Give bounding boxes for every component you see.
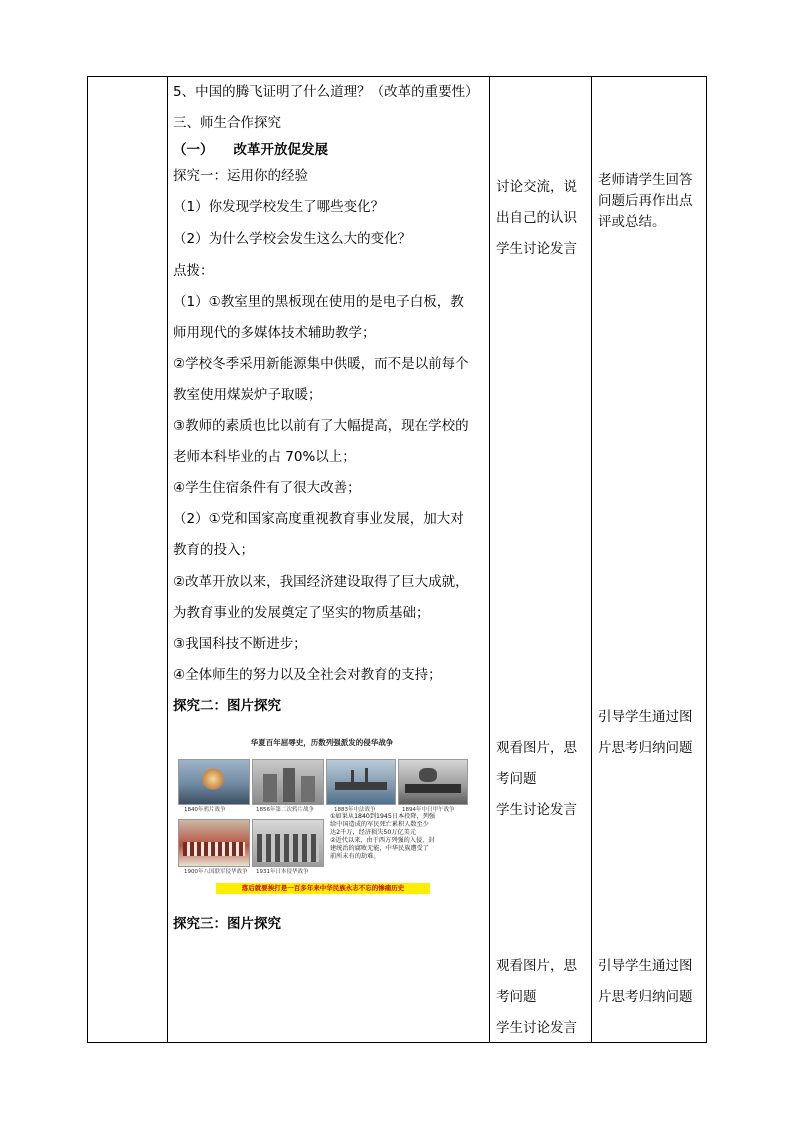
answer-3-line-1: ③教师的素质也比以前有了大幅提高，现在学校的 xyxy=(173,418,469,434)
collage-header: 华夏百年屈辱史，历数列强派发的侵华战争 xyxy=(250,738,394,747)
teacher-activity-1-line-2: 问题后再作出点 xyxy=(598,193,693,209)
explore-one-question-2: （2）为什么学校会发生这么大的变化？ xyxy=(173,231,412,247)
answer-1-line-2: 师用现代的多媒体技术辅助教学； xyxy=(173,325,376,341)
collage-notes xyxy=(330,813,464,861)
reason-3: ③我国科技不断进步； xyxy=(173,636,307,652)
collage-note-line: 达2千万，经济损失50万亿美元 xyxy=(330,829,417,836)
student-activity-3-line-3: 学生讨论发言 xyxy=(496,1020,577,1036)
student-activity-1-line-1: 讨论交流，说 xyxy=(496,179,577,195)
teacher-activity-3-line-2: 片思考归纳问题 xyxy=(598,989,693,1005)
collage-note-line: ①如果从1840到1945日本投降，列强 xyxy=(330,813,436,820)
table-border-left xyxy=(87,76,88,1043)
table-border-right xyxy=(706,76,707,1043)
table-border-bottom xyxy=(87,1042,707,1043)
caption-1894: 1894年中日甲午战争 xyxy=(402,807,455,813)
teacher-activity-2-line-2: 片思考归纳问题 xyxy=(598,740,693,756)
question-5: 5、中国的腾飞证明了什么道理？（改革的重要性） xyxy=(173,84,479,100)
caption-1931: 1931年日本侵华战争 xyxy=(256,869,309,875)
caption-1856: 1856年第二次鸦片战争 xyxy=(256,807,314,813)
answer-1-line-1: （1）①教室里的黑板现在使用的是电子白板，教 xyxy=(173,294,464,310)
photo-warship xyxy=(398,759,468,805)
answer-3-line-2: 老师本科毕业的占 70%以上； xyxy=(173,449,356,465)
caption-1883: 1883年中法战争 xyxy=(334,807,376,813)
table-column-divider-2 xyxy=(489,76,490,1043)
table-border-top xyxy=(87,76,707,77)
history-image-collage xyxy=(176,733,468,898)
subsection-title: 改革开放促发展 xyxy=(233,142,328,158)
table-column-divider-3 xyxy=(591,76,592,1043)
student-activity-3-line-1: 观看图片，思 xyxy=(496,958,577,974)
collage-note-line: 给中国造成的军民死亡累积人数至少 xyxy=(330,821,429,828)
collage-note-line: ②近代以来，由于西方列强的入侵，封 xyxy=(330,837,435,844)
explore-two-heading: 探究二：图片探究 xyxy=(173,698,281,714)
student-activity-1-line-3: 学生讨论发言 xyxy=(496,241,577,257)
section-heading: 三、师生合作探究 xyxy=(173,115,281,131)
hint-label: 点拨： xyxy=(173,263,214,279)
reason-2-line-1: ②改革开放以来，我国经济建设取得了巨大成就， xyxy=(173,574,469,590)
teacher-activity-3-line-1: 引导学生通过图 xyxy=(598,958,693,974)
student-activity-2-line-3: 学生讨论发言 xyxy=(496,802,577,818)
photo-japanese-soldiers xyxy=(252,819,324,867)
collage-note-line: 建统治的腐败无能，中华民族遭受了 xyxy=(330,845,429,852)
caption-1840: 1840年鸦片战争 xyxy=(184,807,226,813)
student-activity-2-line-2: 考问题 xyxy=(496,771,537,787)
caption-1900: 1900年八国联军侵华战争 xyxy=(184,869,248,875)
subsection-number: （一） xyxy=(173,142,214,158)
collage-banner: 落后就要挨打是一百多年来中华民族永志不忘的惨痛历史 xyxy=(216,883,430,894)
answer-4: ④学生住宿条件有了很大改善； xyxy=(173,480,361,496)
table-column-divider-1 xyxy=(167,76,168,1043)
photo-naval-battle xyxy=(326,759,396,805)
explore-three-heading: 探究三：图片探究 xyxy=(173,916,281,932)
reason-4: ④全体师生的努力以及全社会对教育的支持； xyxy=(173,667,442,683)
reason-2-line-2: 为教育事业的发展奠定了坚实的物质基础； xyxy=(173,605,430,621)
answer-2-line-1: ②学校冬季采用新能源集中供暖，而不是以前每个 xyxy=(173,356,469,372)
photo-ruins xyxy=(252,759,324,805)
reason-1-line-2: 教育的投入； xyxy=(173,542,254,558)
reason-1-line-1: （2）①党和国家高度重视教育事业发展，加大对 xyxy=(173,511,464,527)
explore-one-heading: 探究一：运用你的经验 xyxy=(173,168,308,184)
answer-2-line-2: 教室使用煤炭炉子取暖； xyxy=(173,387,322,403)
teacher-activity-2-line-1: 引导学生通过图 xyxy=(598,709,693,725)
student-activity-1-line-2: 出自己的认识 xyxy=(496,210,577,226)
photo-opium-war xyxy=(178,759,250,805)
photo-eight-nation-alliance xyxy=(178,819,250,867)
subsection-heading xyxy=(173,141,328,159)
student-activity-2-line-1: 观看图片，思 xyxy=(496,740,577,756)
explore-one-question-1: （1）你发现学校发生了哪些变化？ xyxy=(173,199,385,215)
teacher-activity-1-line-3: 评或总结。 xyxy=(598,214,666,230)
collage-note-line: 前所未有的劫难。 xyxy=(330,853,380,860)
teacher-activity-1-line-1: 老师请学生回答 xyxy=(598,172,693,188)
student-activity-3-line-2: 考问题 xyxy=(496,989,537,1005)
